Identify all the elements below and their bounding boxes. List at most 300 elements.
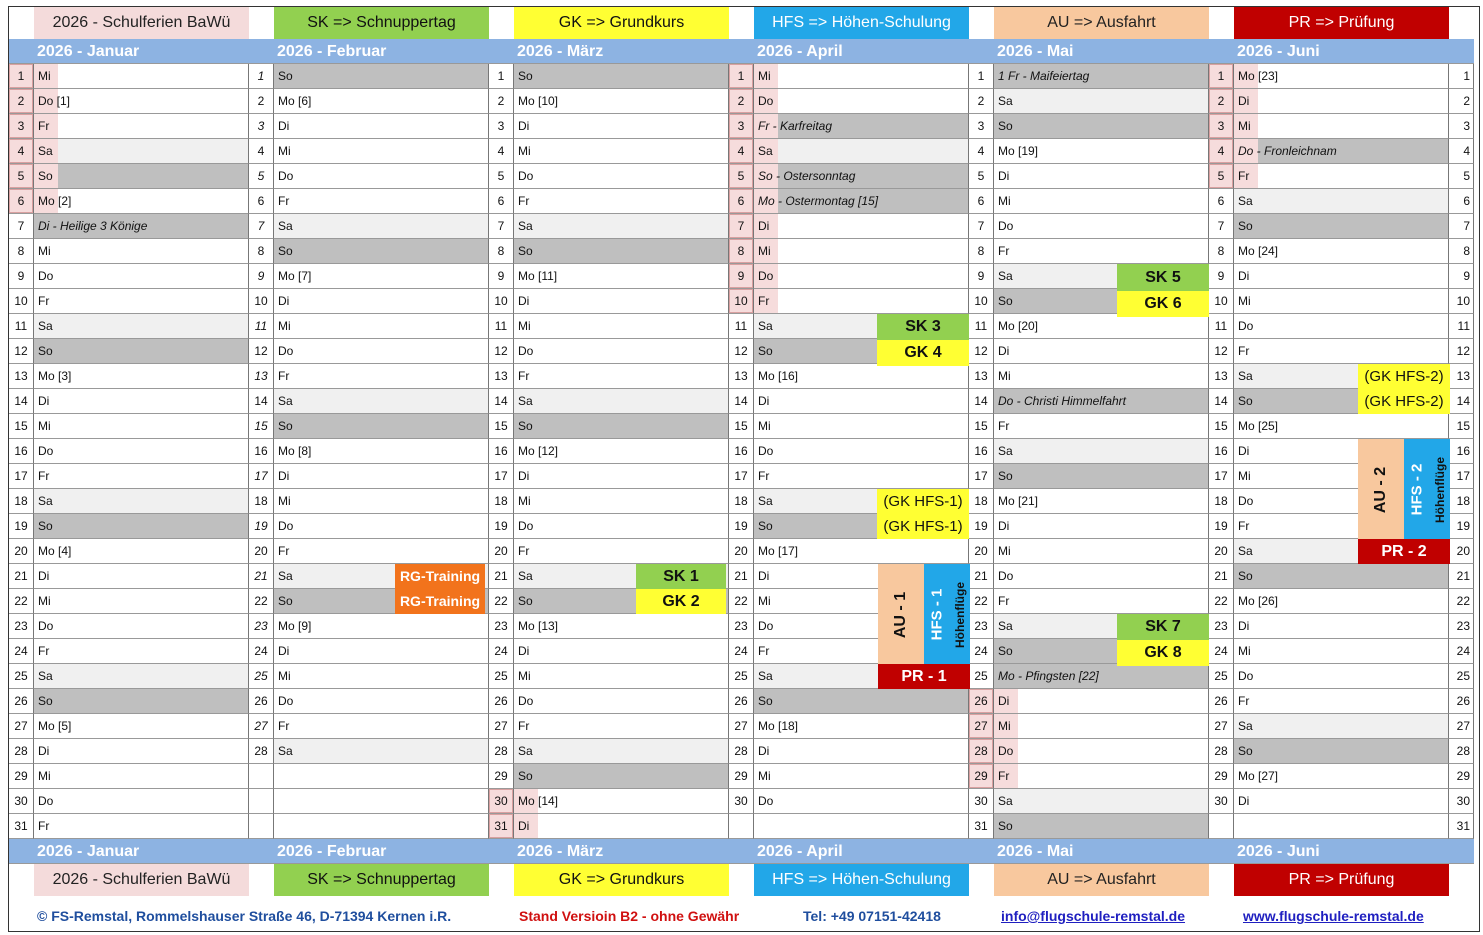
day-cell: Do <box>1234 314 1449 339</box>
bottom-legend-yellow: GK => Grundkurs <box>514 864 729 896</box>
day-number: 25 <box>249 664 274 689</box>
day-number: 30 <box>1449 789 1474 814</box>
day-number: 2 <box>969 89 994 114</box>
sk-block: SK 3 <box>877 314 969 340</box>
day-cell: Do <box>514 689 729 714</box>
day-cell: Di <box>514 814 729 839</box>
day-cell: Mi <box>754 239 969 264</box>
day-number: 23 <box>969 614 994 639</box>
day-number: 13 <box>249 364 274 389</box>
day-number: 27 <box>729 714 754 739</box>
hfs-block-label: Höhenflüge <box>953 581 967 648</box>
day-number: 7 <box>9 214 34 239</box>
day-cell: Fr <box>754 639 969 664</box>
day-number: 18 <box>489 489 514 514</box>
day-number: 16 <box>489 439 514 464</box>
day-number: 14 <box>9 389 34 414</box>
day-number: 5 <box>9 164 34 189</box>
day-number: 2 <box>489 89 514 114</box>
day-cell: Do <box>754 89 969 114</box>
day-number: 8 <box>1209 239 1234 264</box>
day-cell: Fr <box>1234 164 1449 189</box>
day-number: 31 <box>1449 814 1474 839</box>
day-number: 7 <box>729 214 754 239</box>
day-cell: Fr <box>34 639 249 664</box>
day-number: 1 <box>249 64 274 89</box>
bottom-spacer <box>249 839 274 864</box>
day-number: 12 <box>249 339 274 364</box>
day-cell: Mo [9] <box>274 614 489 639</box>
day-cell: Mo - Pfingsten [22] <box>994 664 1209 689</box>
top-month-header: 2026 - Januar <box>34 39 249 64</box>
top-month-header: 2026 - Mai <box>994 39 1209 64</box>
day-cell: Mo [3] <box>34 364 249 389</box>
day-number: 27 <box>1449 714 1474 739</box>
day-cell: Fr <box>274 714 489 739</box>
day-cell: Di <box>514 464 729 489</box>
day-number: 24 <box>729 639 754 664</box>
day-number: 29 <box>489 764 514 789</box>
day-number: 17 <box>729 464 754 489</box>
day-number: 30 <box>489 789 514 814</box>
day-number: 6 <box>969 189 994 214</box>
day-number: 2 <box>1209 89 1234 114</box>
day-number: 25 <box>489 664 514 689</box>
day-cell: Mi <box>34 64 249 89</box>
day-number: 10 <box>9 289 34 314</box>
day-number: 20 <box>729 539 754 564</box>
bottom-spacer <box>729 839 754 864</box>
day-cell: Sa <box>34 139 249 164</box>
day-cell: Do <box>994 739 1209 764</box>
day-number: 17 <box>1449 464 1474 489</box>
day-number: 20 <box>969 539 994 564</box>
top-spacer <box>729 39 754 64</box>
day-number: 7 <box>249 214 274 239</box>
day-number: 29 <box>1209 764 1234 789</box>
day-cell: Sa <box>754 489 969 514</box>
day-number: 1 <box>1209 64 1234 89</box>
day-cell: Di <box>514 114 729 139</box>
rg-training-block: RG-Training <box>395 589 485 614</box>
day-number: 7 <box>1449 214 1474 239</box>
day-number: 9 <box>249 264 274 289</box>
day-number: 5 <box>1209 164 1234 189</box>
day-number: 17 <box>9 464 34 489</box>
day-cell: Sa <box>1234 189 1449 214</box>
day-number: 3 <box>249 114 274 139</box>
day-number: 16 <box>249 439 274 464</box>
day-number: 15 <box>1449 414 1474 439</box>
day-cell: Mo [6] <box>274 89 489 114</box>
day-number: 11 <box>729 314 754 339</box>
day-number: 9 <box>1209 264 1234 289</box>
hfs-block <box>1430 439 1450 540</box>
top-spacer <box>249 7 274 39</box>
day-number: 4 <box>1449 139 1474 164</box>
day-number: 13 <box>1209 364 1234 389</box>
day-number: 11 <box>1449 314 1474 339</box>
top-legend-red: PR => Prüfung <box>1234 7 1449 39</box>
gk-hfs-block: (GK HFS-2) <box>1358 389 1450 414</box>
day-cell: Do <box>34 614 249 639</box>
day-number: 29 <box>969 764 994 789</box>
gk-block: GK 8 <box>1117 640 1209 666</box>
day-cell: Mi <box>754 414 969 439</box>
day-cell: So <box>34 689 249 714</box>
day-cell: Do <box>754 439 969 464</box>
day-number: 17 <box>249 464 274 489</box>
day-cell: Sa <box>34 314 249 339</box>
day-number: 4 <box>9 139 34 164</box>
day-number: 7 <box>489 214 514 239</box>
day-number: 15 <box>729 414 754 439</box>
day-cell: Mi <box>514 489 729 514</box>
top-month-header: 2026 - April <box>754 39 969 64</box>
day-number: 18 <box>1449 489 1474 514</box>
day-number: 12 <box>489 339 514 364</box>
day-number: 15 <box>489 414 514 439</box>
day-cell: Di <box>514 639 729 664</box>
empty-day <box>274 789 489 814</box>
rg-training-block: RG-Training <box>395 564 485 589</box>
day-number: 25 <box>1209 664 1234 689</box>
day-number: 1 <box>1449 64 1474 89</box>
day-number: 16 <box>969 439 994 464</box>
gk-hfs-block: (GK HFS-1) <box>877 514 969 539</box>
day-number: 6 <box>729 189 754 214</box>
day-cell: Mo [18] <box>754 714 969 739</box>
day-number: 13 <box>969 364 994 389</box>
day-cell: Fr <box>514 539 729 564</box>
day-cell: So <box>274 239 489 264</box>
day-number: 5 <box>969 164 994 189</box>
day-number: 14 <box>489 389 514 414</box>
day-cell: Mi <box>1234 464 1449 489</box>
day-number: 23 <box>489 614 514 639</box>
gk-block: GK 2 <box>636 589 726 614</box>
pr-block: PR - 2 <box>1358 539 1450 564</box>
day-cell: Mo [5] <box>34 714 249 739</box>
day-cell: Sa <box>274 214 489 239</box>
day-cell: Mi <box>274 489 489 514</box>
day-cell: Di <box>994 689 1209 714</box>
day-cell: Mo [20] <box>994 314 1209 339</box>
day-number: 2 <box>9 89 34 114</box>
day-cell: Di <box>1234 264 1449 289</box>
day-number: 28 <box>489 739 514 764</box>
footer-address: © FS-Remstal, Rommelshauser Straße 46, D-71394 Kernen i.R. <box>37 908 452 924</box>
day-cell: So <box>274 589 489 614</box>
day-cell: Do <box>1234 664 1449 689</box>
day-cell: So <box>994 639 1209 664</box>
day-cell: Mi <box>994 364 1209 389</box>
day-number: 24 <box>249 639 274 664</box>
day-number: 26 <box>249 689 274 714</box>
day-number: 1 <box>729 64 754 89</box>
day-cell: So <box>514 239 729 264</box>
day-number: 23 <box>729 614 754 639</box>
day-number: 5 <box>1449 164 1474 189</box>
day-cell: Fr <box>514 714 729 739</box>
day-number: 30 <box>729 789 754 814</box>
empty-day <box>274 814 489 839</box>
day-number: 9 <box>9 264 34 289</box>
gk-hfs-block: (GK HFS-2) <box>1358 364 1450 389</box>
bottom-spacer <box>489 839 514 864</box>
bottom-month-header: 2026 - Juni <box>1234 839 1449 864</box>
bottom-month-header: 2026 - März <box>514 839 729 864</box>
day-cell: Sa <box>274 564 489 589</box>
day-number: 24 <box>9 639 34 664</box>
day-cell: Fr <box>514 189 729 214</box>
day-number: 3 <box>489 114 514 139</box>
day-number: 10 <box>1209 289 1234 314</box>
day-cell: Mo [19] <box>994 139 1209 164</box>
day-cell: So <box>514 64 729 89</box>
top-legend-green: SK => Schnuppertag <box>274 7 489 39</box>
day-cell: Mo [2] <box>34 189 249 214</box>
day-number: 31 <box>489 814 514 839</box>
day-cell: Mi <box>1234 289 1449 314</box>
hfs-block <box>924 564 950 665</box>
bottom-month-header: 2026 - Mai <box>994 839 1209 864</box>
day-number: 27 <box>1209 714 1234 739</box>
day-cell: Mi <box>1234 639 1449 664</box>
day-number: 6 <box>489 189 514 214</box>
day-cell: Fr <box>1234 689 1449 714</box>
day-cell: Di <box>274 289 489 314</box>
day-number: 25 <box>729 664 754 689</box>
day-number: 30 <box>9 789 34 814</box>
day-number: 29 <box>729 764 754 789</box>
day-number: 24 <box>969 639 994 664</box>
hfs-block <box>1404 439 1430 540</box>
day-number: 28 <box>729 739 754 764</box>
day-number: 15 <box>249 414 274 439</box>
day-number: 9 <box>489 264 514 289</box>
day-cell: Mi <box>34 589 249 614</box>
day-cell: Mi <box>754 64 969 89</box>
day-number: 28 <box>969 739 994 764</box>
day-number: 25 <box>969 664 994 689</box>
day-number: 14 <box>969 389 994 414</box>
bottom-month-header: 2026 - April <box>754 839 969 864</box>
day-number: 4 <box>729 139 754 164</box>
bottom-month-header: 2026 - Januar <box>34 839 249 864</box>
day-cell: Sa <box>994 264 1209 289</box>
day-cell: Fr <box>994 764 1209 789</box>
day-number: 14 <box>729 389 754 414</box>
day-number: 26 <box>1209 689 1234 714</box>
day-number: 2 <box>249 89 274 114</box>
day-number: 3 <box>9 114 34 139</box>
day-number: 15 <box>969 414 994 439</box>
empty-day <box>1234 814 1449 839</box>
day-cell: Fr <box>34 114 249 139</box>
day-cell: Di - Heilige 3 Könige <box>34 214 249 239</box>
day-cell: Do [1] <box>34 89 249 114</box>
day-number: 13 <box>9 364 34 389</box>
day-number: 21 <box>9 564 34 589</box>
day-number: 12 <box>969 339 994 364</box>
footer-web-link[interactable]: www.flugschule-remstal.de <box>1243 908 1424 924</box>
footer-email-link[interactable]: info@flugschule-remstal.de <box>1001 908 1186 924</box>
day-cell: Di <box>754 564 969 589</box>
au-block <box>1358 439 1404 540</box>
top-spacer <box>1209 39 1234 64</box>
day-cell: Di <box>754 389 969 414</box>
day-cell: So <box>994 114 1209 139</box>
day-number: 21 <box>969 564 994 589</box>
calendar-grid <box>9 7 1479 896</box>
day-cell: So <box>514 414 729 439</box>
day-cell: Fr <box>994 589 1209 614</box>
day-number: 22 <box>249 589 274 614</box>
day-number: 11 <box>969 314 994 339</box>
day-number: 1 <box>969 64 994 89</box>
day-cell: Sa <box>994 439 1209 464</box>
day-cell: Di <box>34 389 249 414</box>
day-cell: Mo [23] <box>1234 64 1449 89</box>
day-number: 10 <box>1449 289 1474 314</box>
day-number: 18 <box>969 489 994 514</box>
day-cell: Do <box>994 214 1209 239</box>
day-number: 18 <box>1209 489 1234 514</box>
day-cell: Di <box>1234 439 1449 464</box>
day-cell: Fr <box>994 239 1209 264</box>
top-month-header: 2026 - Juni <box>1234 39 1449 64</box>
day-cell: So <box>274 64 489 89</box>
bottom-spacer <box>9 839 34 864</box>
day-cell: Mi <box>274 664 489 689</box>
day-number: 19 <box>9 514 34 539</box>
day-number: 18 <box>249 489 274 514</box>
day-number: 21 <box>729 564 754 589</box>
day-number: 19 <box>1209 514 1234 539</box>
day-cell: Do <box>514 339 729 364</box>
day-cell: Do <box>34 264 249 289</box>
day-cell: So <box>514 589 729 614</box>
day-number: 6 <box>1209 189 1234 214</box>
empty-day <box>754 814 969 839</box>
day-cell: Mo [8] <box>274 439 489 464</box>
day-cell: Di <box>1234 789 1449 814</box>
day-number: 19 <box>729 514 754 539</box>
day-number: 29 <box>1449 764 1474 789</box>
day-number <box>249 764 274 789</box>
day-number: 4 <box>1209 139 1234 164</box>
day-number: 3 <box>729 114 754 139</box>
top-legend-pink: 2026 - Schulferien BaWü <box>34 7 249 39</box>
day-cell: So <box>994 814 1209 839</box>
day-number: 12 <box>1449 339 1474 364</box>
day-cell: Di <box>1234 614 1449 639</box>
day-number: 4 <box>249 139 274 164</box>
day-number: 4 <box>489 139 514 164</box>
top-spacer <box>1449 7 1474 39</box>
day-number: 9 <box>729 264 754 289</box>
hfs-block-label: HFS - 2 <box>1408 463 1426 516</box>
day-cell: So <box>994 464 1209 489</box>
top-spacer <box>1449 39 1474 64</box>
day-cell: Mi <box>994 189 1209 214</box>
day-number: 5 <box>489 164 514 189</box>
day-number: 11 <box>489 314 514 339</box>
day-number: 21 <box>249 564 274 589</box>
day-cell: Do <box>274 689 489 714</box>
day-number: 27 <box>9 714 34 739</box>
day-cell: Mo [14] <box>514 789 729 814</box>
day-cell: Sa <box>754 314 969 339</box>
day-cell: Do <box>274 339 489 364</box>
top-spacer <box>729 7 754 39</box>
day-cell: Sa <box>514 739 729 764</box>
day-cell: Fr <box>1234 514 1449 539</box>
day-cell: Fr <box>1234 339 1449 364</box>
day-cell: Do <box>274 514 489 539</box>
day-cell: Sa <box>994 89 1209 114</box>
bottom-legend-green: SK => Schnuppertag <box>274 864 489 896</box>
top-spacer <box>969 7 994 39</box>
day-number: 28 <box>249 739 274 764</box>
day-number: 8 <box>489 239 514 264</box>
day-cell: Sa <box>994 789 1209 814</box>
day-number: 17 <box>969 464 994 489</box>
sk-block: SK 7 <box>1117 614 1209 640</box>
day-number: 15 <box>9 414 34 439</box>
day-cell: Sa <box>514 389 729 414</box>
day-number: 10 <box>249 289 274 314</box>
day-number: 27 <box>969 714 994 739</box>
day-cell: Mi <box>274 314 489 339</box>
sk-block: SK 1 <box>636 564 726 589</box>
day-number: 11 <box>249 314 274 339</box>
gk-block: GK 6 <box>1117 291 1209 317</box>
day-number: 19 <box>249 514 274 539</box>
day-cell: Mi <box>514 314 729 339</box>
day-number: 6 <box>9 189 34 214</box>
day-cell: Mo [17] <box>754 539 969 564</box>
bottom-spacer <box>1449 864 1474 896</box>
day-number: 1 <box>489 64 514 89</box>
day-cell: Sa <box>994 614 1209 639</box>
day-cell: Do <box>514 164 729 189</box>
bottom-spacer <box>1449 839 1474 864</box>
bottom-spacer <box>1209 839 1234 864</box>
day-number: 20 <box>1209 539 1234 564</box>
day-cell: Do <box>514 514 729 539</box>
top-spacer <box>9 7 34 39</box>
day-cell: Do <box>994 564 1209 589</box>
top-month-header: 2026 - März <box>514 39 729 64</box>
day-number: 25 <box>9 664 34 689</box>
day-number: 2 <box>1449 89 1474 114</box>
day-cell: Fr <box>34 464 249 489</box>
day-number: 30 <box>969 789 994 814</box>
day-cell: Do <box>754 614 969 639</box>
day-number: 26 <box>729 689 754 714</box>
day-number: 3 <box>1449 114 1474 139</box>
day-cell: Mo [26] <box>1234 589 1449 614</box>
top-spacer <box>9 39 34 64</box>
day-number: 10 <box>969 289 994 314</box>
day-number: 24 <box>1449 639 1474 664</box>
day-number: 14 <box>1209 389 1234 414</box>
day-cell: So <box>1234 739 1449 764</box>
day-cell: Mo [27] <box>1234 764 1449 789</box>
day-number: 25 <box>1449 664 1474 689</box>
